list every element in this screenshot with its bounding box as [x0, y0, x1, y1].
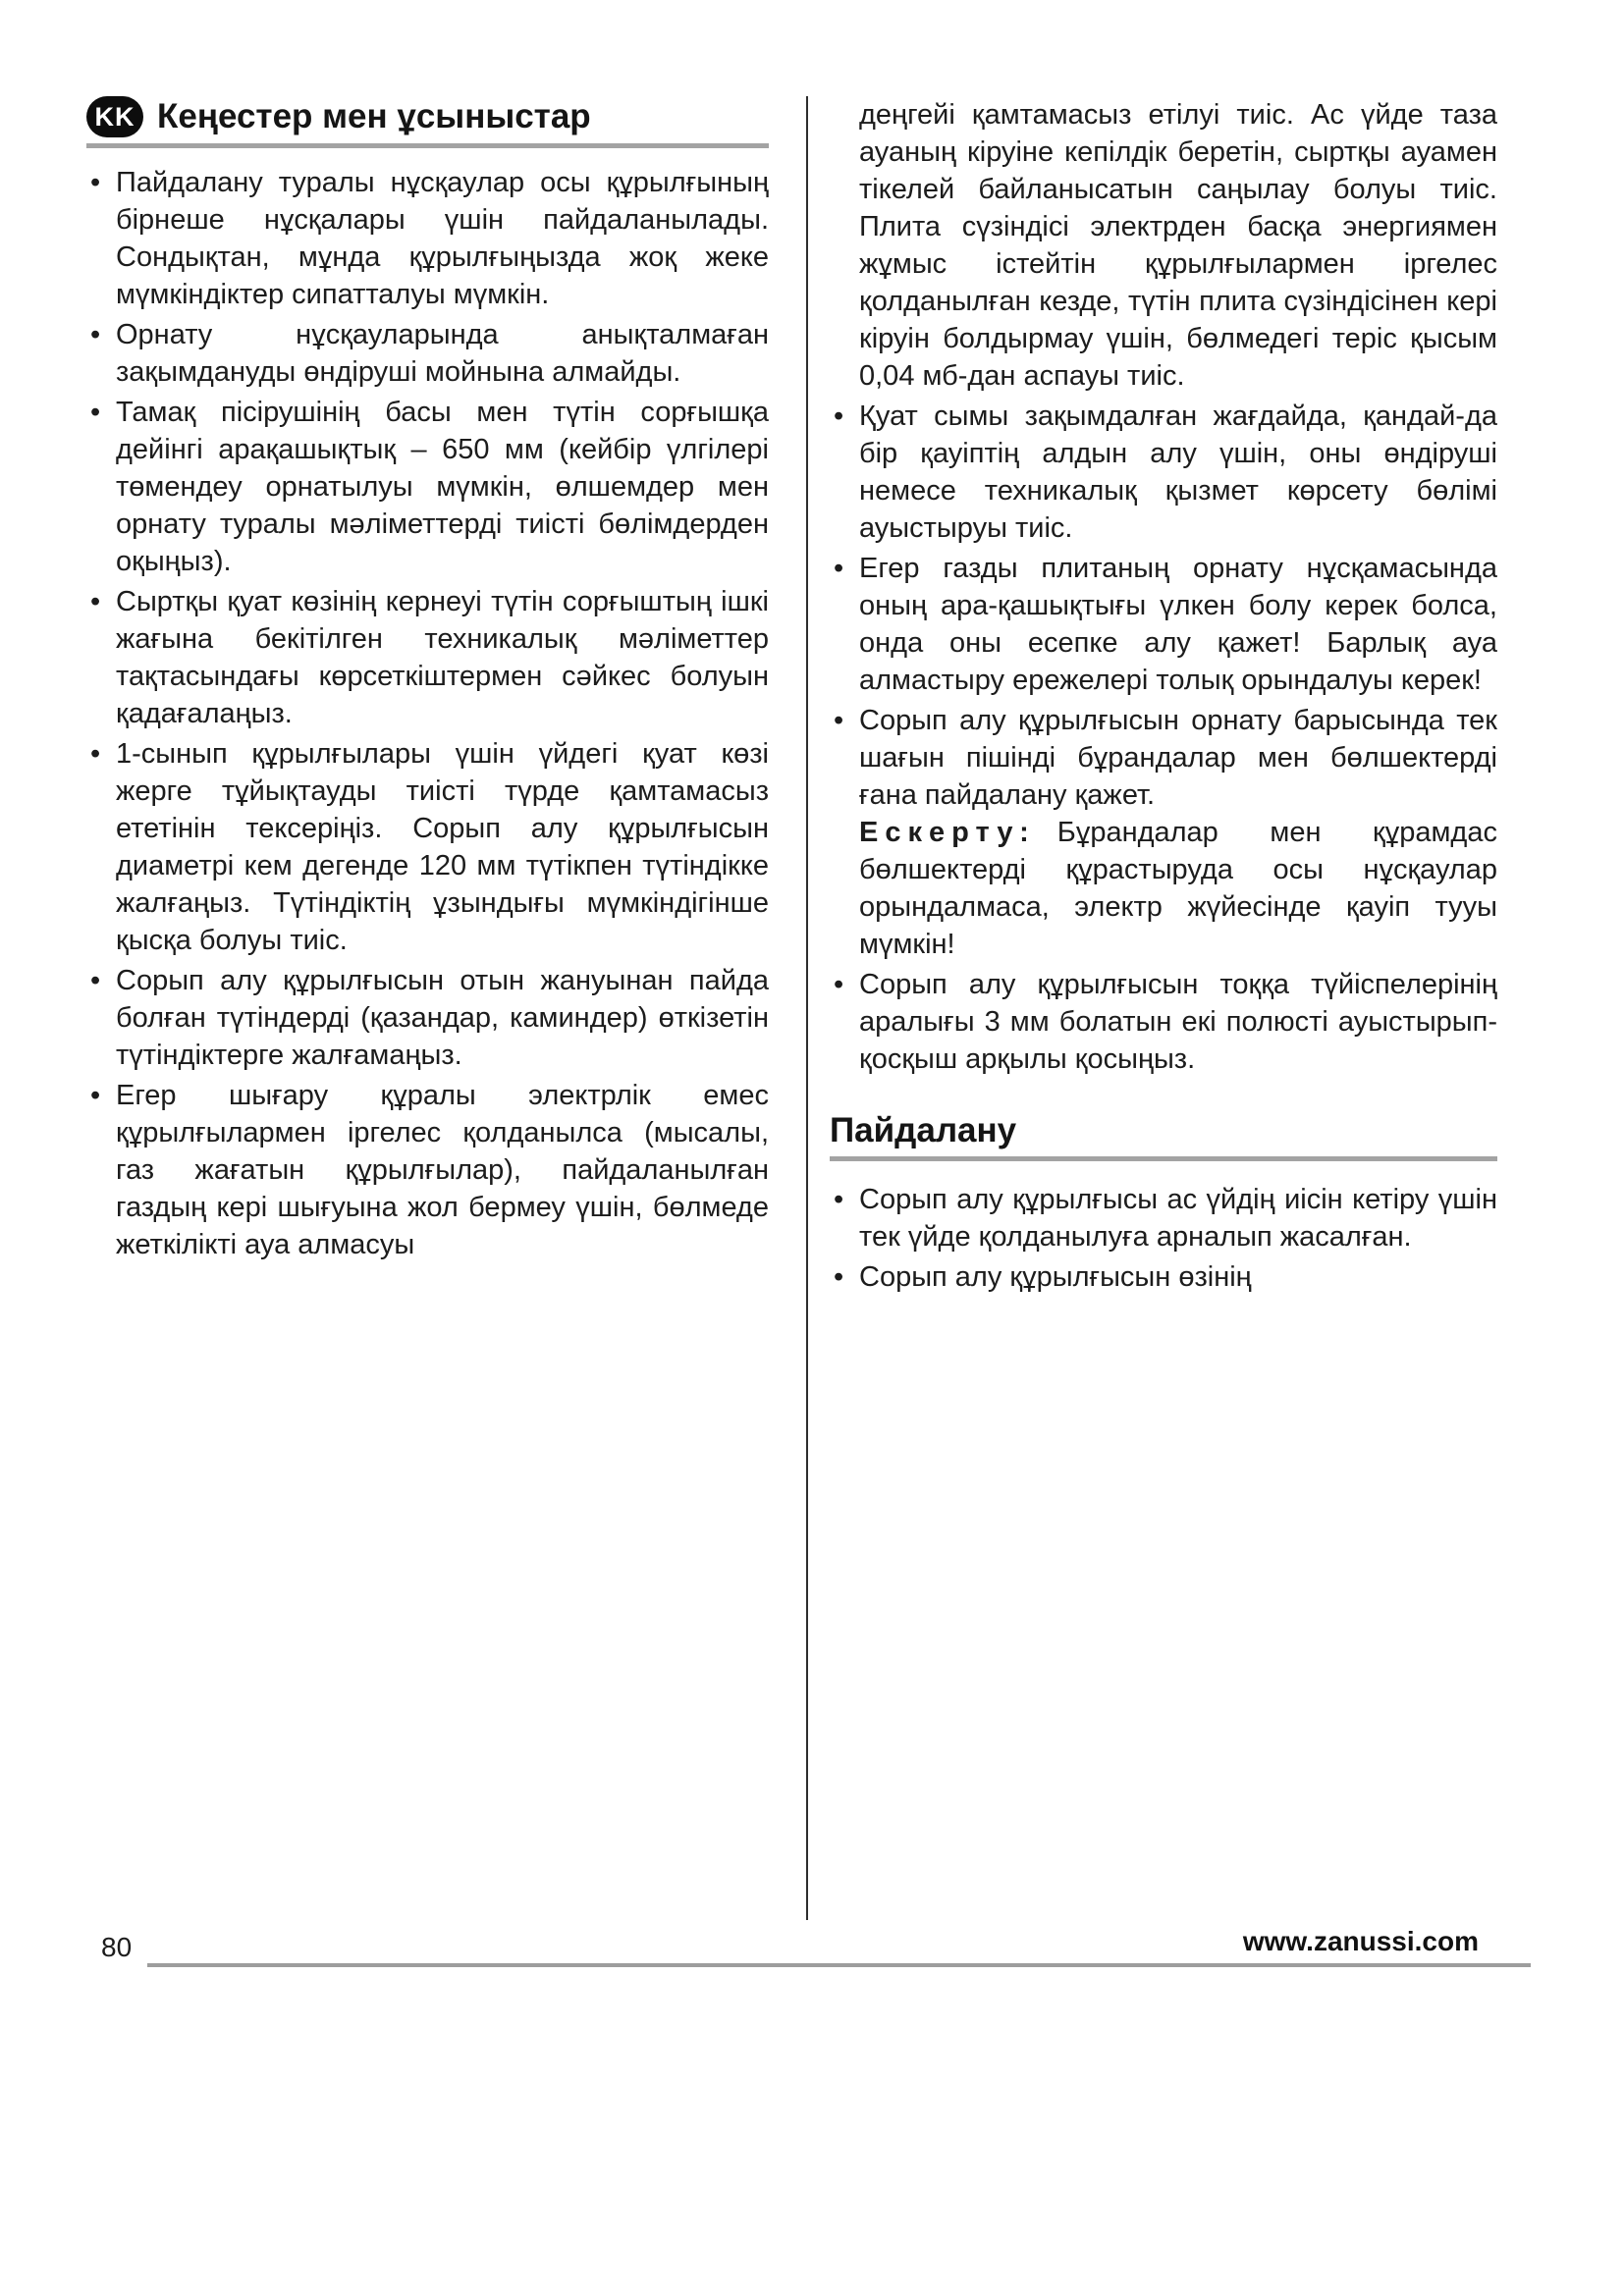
list-item [86, 316, 769, 391]
tips-section-title: Кеңестер мен ұсыныстар [157, 97, 591, 135]
bullet-text: 1-сынып құрылғылары үшін үйдегі қуат көзі жерге тұйықтауды тиісті түрде қамтамасыз ететінін тексеріңіз. Сорып алу құрылғысын диаметрі кем дегенде 120 мм түтікпен түтіндікке жалғаңыз. Түтіндіктің ұзындығы мүмкіндігінше қысқа болуы тиіс. [116, 738, 769, 956]
tips-list-left [86, 164, 769, 1263]
bullet-marker: • [834, 1261, 844, 1293]
tips-list-right [830, 398, 1497, 1078]
bullet-text: Сорып алу құрылғысын орнату барысында тек шағын пішінді бұрандалар мен бөлшектерді ғана пайдалану қажет. [859, 705, 1497, 811]
page-content [86, 96, 1497, 1920]
bullet-marker: • [90, 738, 101, 770]
bullet-text: Пайдалану туралы нұсқаулар осы құрылғының бірнеше нұсқалары үшін пайдаланылады. Сондықтан, мұнда құрылғыңызда жоқ жеке мүмкіндіктер сипатталуы мүмкін. [116, 167, 769, 310]
right-column [808, 96, 1497, 1299]
left-column [86, 96, 806, 1266]
bullet-marker: • [834, 705, 844, 736]
tips-title-underline [86, 143, 769, 148]
page-number: 80 [101, 1932, 133, 1962]
bullet-text: Егер шығару құралы электрлік емес құрылғылармен іргелес қолданылса (мысалы, газ жағатын құрылғылар), пайдаланылған газдың кері шығуына жол бермеу үшін, бөлмеде жеткілікті ауа алмасуы [116, 1080, 769, 1260]
warning-label: Ескерту: [859, 817, 1036, 848]
bullet-marker: • [90, 586, 101, 617]
usage-section-title: Пайдалану [830, 1111, 1017, 1149]
bullet-text: Тамақ пісірушінің басы мен түтін сорғышқа дейінгі арақашықтық – 650 мм (кейбір үлгілері төмендеу орнатылуы мүмкін, өлшемдер мен орнату туралы мәліметтерді тиісті бөлімдерден оқыңыз). [116, 397, 769, 577]
list-item [86, 394, 769, 580]
bullet-marker: • [834, 553, 844, 584]
bullet-text: Сорып алу құрылғысын отын жануынан пайда болған түтіндерді (қазандар, каминдер) өткізетін түтіндіктерге жалғамаңыз. [116, 965, 769, 1071]
list-item [86, 962, 769, 1074]
usage-title-underline [830, 1156, 1497, 1161]
list-item [830, 1181, 1497, 1255]
list-item [86, 583, 769, 732]
language-badge-kk: KK [86, 96, 143, 137]
bullet-marker: • [90, 167, 101, 198]
bullet-text: Сыртқы қуат көзінің кернеуі түтін сорғыштың ішкі жағына бекітілген техникалық мәліметтер тақтасындағы көрсеткіштермен сәйкес болуын қадағалаңыз. [116, 586, 769, 729]
continuation-paragraph: деңгейі қамтамасыз етілуі тиіс. Ас үйде таза ауаның кіруіне кепілдік беретін, сыртқы ауамен тікелей байланысатын саңылау болуы тиіс. Плита сүзіндісі электрден басқа энергиямен жұмыс істейтін құрылғылармен іргелес қолданылған кезде, түтін плита сүзіндісінен кері кіруін болдырмау үшін, бөлмедегі теріс қысым 0,04 мб-дан аспауы тиіс. [859, 99, 1497, 392]
website-text: www.zanussi.com [1242, 1926, 1479, 1956]
bullet-text: Сорып алу құрылғысын тоққа түйіспелерінің аралығы 3 мм болатын екі полюсті ауыстырып-қосқыш арқылы қосыңыз. [859, 969, 1497, 1075]
list-item [830, 398, 1497, 547]
bullet-marker: • [90, 965, 101, 996]
bullet-marker: • [90, 319, 101, 350]
bullet-marker: • [834, 1184, 844, 1215]
footer-rule [147, 1963, 1531, 1967]
warning-text: Бұрандалар мен құрамдас бөлшектерді құрастыруда осы нұсқаулар орындалмаса, электр жүйесінде қауіп тууы мүмкін! [859, 817, 1497, 960]
bullet-marker: • [834, 400, 844, 432]
list-item [830, 1258, 1497, 1296]
list-item [86, 1077, 769, 1263]
bullet-marker: • [90, 1080, 101, 1111]
bullet-text: Сорып алу құрылғысын өзінің [859, 1261, 1252, 1293]
usage-list [830, 1181, 1497, 1296]
bullet-text: Сорып алу құрылғысы ас үйдің иісін кетіру үшін тек үйде қолданылуға арналып жасалған. [859, 1184, 1497, 1253]
list-item [830, 966, 1497, 1078]
bullet-marker: • [834, 969, 844, 1000]
bullet-text: Орнату нұсқауларында анықталмаған зақымдануды өндіруші мойнына алмайды. [116, 319, 769, 388]
list-item [830, 702, 1497, 963]
list-item [830, 550, 1497, 699]
bullet-marker: • [90, 397, 101, 428]
bullet-text: Егер газды плитаның орнату нұсқамасында оның ара-қашықтығы үлкен болу керек болса, онда оны есепке алу қажет! Барлық ауа алмастыру ережелері толық орындалуы керек! [859, 553, 1497, 696]
warning-note [859, 814, 1497, 963]
bullet-text: Қуат сымы зақымдалған жағдайда, қандай-да бір қауіптің алдын алу үшін, оны өндіруші немесе техникалық қызмет көрсету бөлімі ауыстыруы тиіс. [859, 400, 1497, 544]
list-item [86, 164, 769, 313]
list-item [86, 735, 769, 959]
tips-section-header [86, 96, 769, 137]
